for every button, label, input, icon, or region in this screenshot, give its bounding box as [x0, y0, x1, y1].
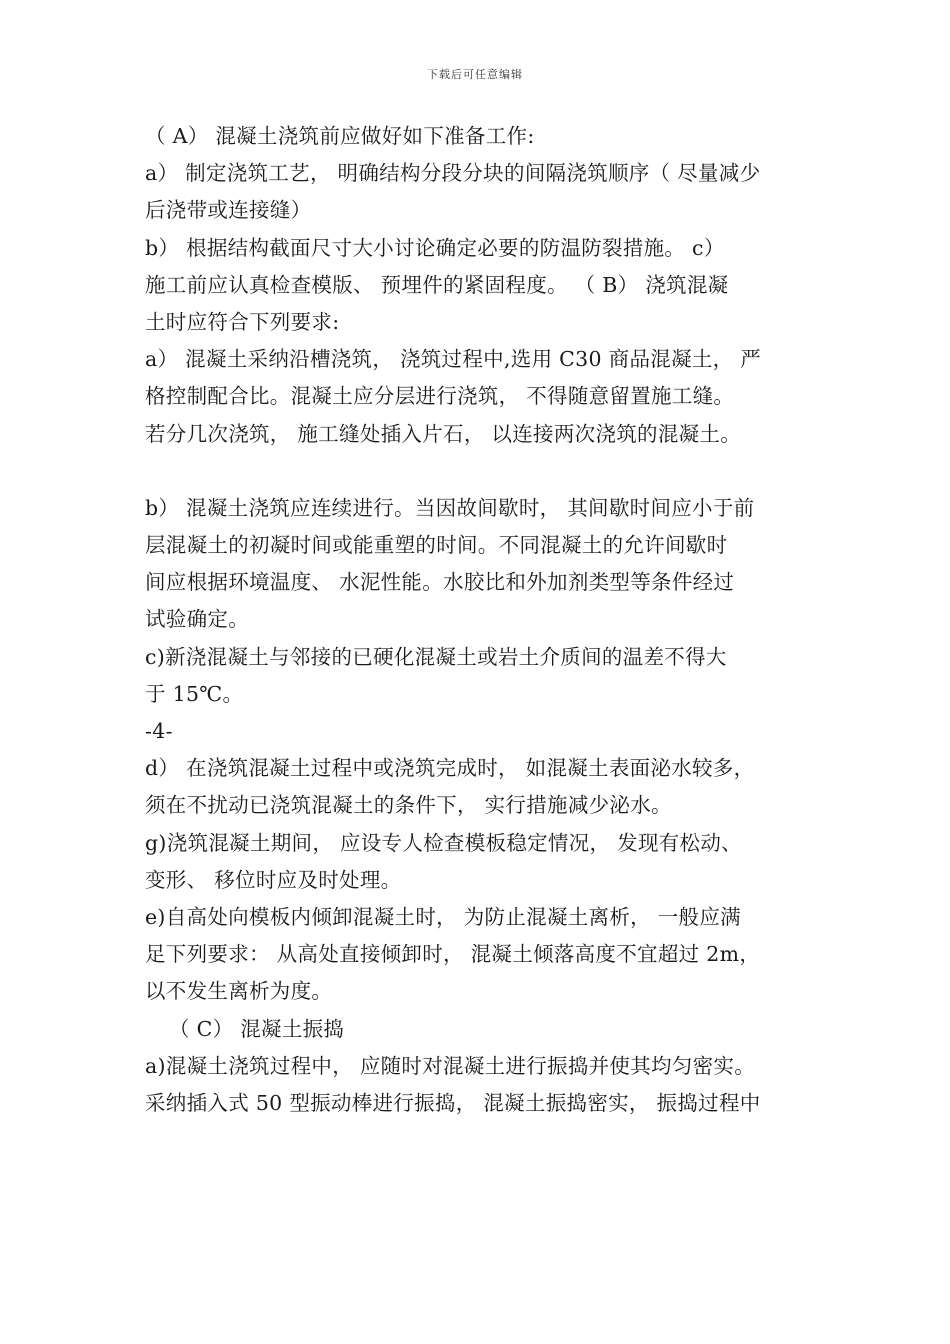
text-line: d） 在浇筑混凝土过程中或浇筑完成时， 如混凝土表面泌水较多，: [145, 756, 755, 781]
text-line: b） 混凝土浇筑应连续进行。当因故间歇时， 其间歇时间应小于前: [145, 495, 755, 520]
page-header-note: 下载后可任意编辑: [427, 68, 523, 81]
text-line: 施工前应认真检查模版、 预埋件的紧固程度。 （ B） 浇筑混凝: [145, 272, 729, 297]
text-line: 格控制配合比。混凝土应分层进行浇筑， 不得随意留置施工缝。: [145, 384, 735, 409]
document-body: [145, 118, 835, 1122]
text-line: b） 根据结构截面尺寸大小讨论确定必要的防温防裂措施。 c）: [145, 235, 725, 260]
text-line: c)新浇混凝土与邻接的已硬化混凝土或岩土介质间的温差不得大: [145, 644, 727, 669]
text-line: a） 混凝土采纳沿槽浇筑， 浇筑过程中,选用 C30 商品混凝土， 严: [145, 347, 762, 372]
text-line: 间应根据环境温度、 水泥性能。水胶比和外加剂类型等条件经过: [145, 570, 735, 595]
text-line: 以不发生离析为度。: [145, 979, 333, 1004]
text-line: 若分几次浇筑， 施工缝处插入片石， 以连接两次浇筑的混凝土。: [145, 421, 742, 446]
section-heading: （ C） 混凝土振捣: [169, 1016, 345, 1041]
blank-line: [145, 453, 835, 490]
text-line: 采纳插入式 50 型振动棒进行振捣， 混凝土振捣密实， 振捣过程中: [145, 1090, 761, 1115]
text-line: a)混凝土浇筑过程中， 应随时对混凝土进行振捣并使其均匀密实。: [145, 1053, 756, 1078]
text-line: 试验确定。: [145, 607, 249, 632]
text-line: （ A） 混凝土浇筑前应做好如下准备工作:: [145, 124, 535, 148]
text-line: 于 15℃。: [145, 681, 244, 706]
text-line: 层混凝土的初凝时间或能重塑的时间。不同混凝土的允许间歇时: [145, 533, 728, 558]
text-line: 后浇带或连接缝）: [145, 198, 312, 223]
text-line: 足下列要求： 从高处直接倾卸时， 混凝土倾落高度不宜超过 2m，: [145, 942, 761, 967]
text-line: 变形、 移位时应及时处理。: [145, 867, 402, 892]
text-line: a） 制定浇筑工艺， 明确结构分段分块的间隔浇筑顺序（ 尽量减少: [145, 161, 761, 186]
text-line: g)浇筑混凝土期间， 应设专人检查模板稳定情况， 发现有松动、: [145, 830, 742, 855]
text-line: 土时应符合下列要求:: [145, 309, 340, 334]
page-number: -4-: [145, 719, 173, 743]
text-line: 须在不扰动已浇筑混凝土的条件下， 实行措施减少泌水。: [145, 793, 672, 818]
text-line: e)自高处向模板内倾卸混凝土时， 为防止混凝土离析， 一般应满: [145, 904, 741, 929]
